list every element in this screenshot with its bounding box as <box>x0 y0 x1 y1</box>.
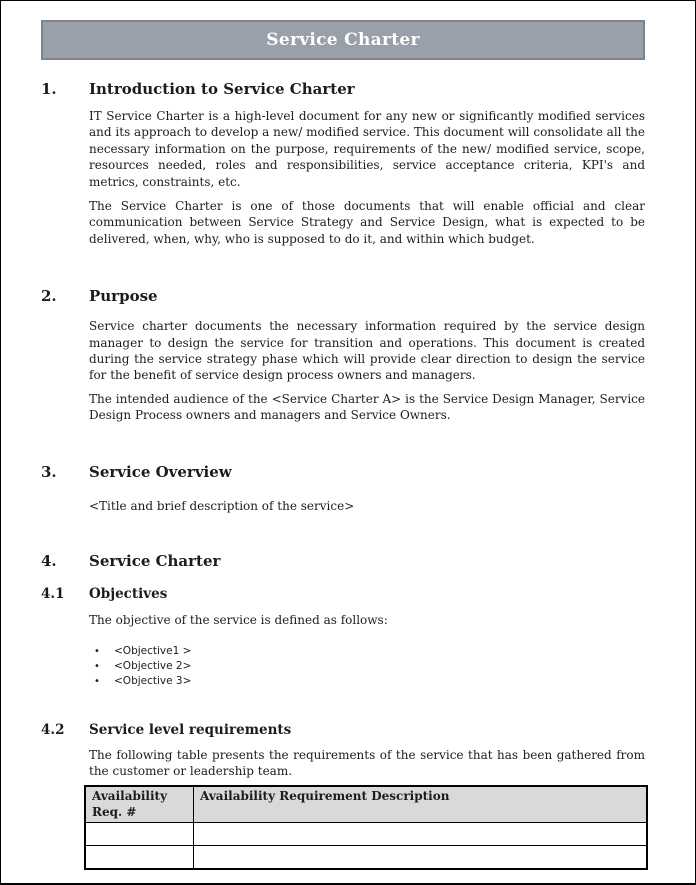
subsection-4-2-number: 4.2 <box>41 721 65 738</box>
table-cell <box>85 823 194 846</box>
section-2-title: Purpose <box>89 287 158 306</box>
objective-placeholder: <Objective 2> <box>114 659 192 672</box>
list-item <box>89 659 643 674</box>
subsection-4-2-title: Service level requirements <box>89 721 292 738</box>
section-1-heading <box>41 80 643 98</box>
table-row <box>85 823 647 846</box>
requirements-intro: The following table presents the requirements of the service that has been gathered from the customer or leadership team. <box>89 747 645 778</box>
service-description-placeholder: <Title and brief description of the service> <box>89 498 355 513</box>
table-header-row <box>85 786 647 823</box>
section-3-number: 3. <box>41 462 57 481</box>
availability-requirements-table <box>84 785 648 870</box>
section-2-paragraph: The intended audience of the <Service Charter A> is the Service Design Manager, Service Design Process owners and managers and Service Owners. <box>89 391 645 423</box>
table-cell <box>194 823 648 846</box>
table-row <box>85 846 647 870</box>
document-title: Service Charter <box>266 30 420 50</box>
section-2-paragraph: Service charter documents the necessary information required by the service design manager to design the service for transition and operations. This document is created during the service strategy phase which will provide clear direction to design the service for the benefit of service design process owners and managers. <box>89 319 645 383</box>
section-2-heading <box>41 287 643 305</box>
section-2-number: 2. <box>41 287 57 306</box>
objective-placeholder: <Objective 3> <box>114 674 192 687</box>
subsection-4-1-number: 4.1 <box>41 586 65 603</box>
objective-placeholder: <Objective1 > <box>114 644 192 657</box>
table-cell <box>194 846 648 870</box>
bullet-icon: • <box>94 660 100 672</box>
list-item <box>89 674 643 689</box>
column-header-availability-req: Availability Req. # <box>85 786 194 823</box>
section-1-paragraph: The Service Charter is one of those documents that will enable official and clear communication between Service Strategy and Service Design, what is expected to be delivered, when, why, who is supposed to do it, and within which budget. <box>89 199 645 246</box>
list-item <box>89 644 643 659</box>
section-4-heading <box>41 552 643 570</box>
section-3-title: Service Overview <box>89 462 232 481</box>
section-1-title: Introduction to Service Charter <box>89 80 355 98</box>
column-header-requirement-description: Availability Requirement Description <box>194 786 648 823</box>
bullet-icon: • <box>94 645 100 657</box>
subsection-4-1-title: Objectives <box>89 586 168 603</box>
objectives-list <box>89 644 643 689</box>
section-4-title: Service Charter <box>89 552 221 571</box>
subsection-4-2-heading <box>41 722 643 739</box>
bullet-icon: • <box>94 675 100 687</box>
subsection-4-1-heading <box>41 586 643 603</box>
objectives-intro: The objective of the service is defined as follows: <box>89 613 388 628</box>
section-3-heading <box>41 463 643 481</box>
section-1-number: 1. <box>41 80 57 98</box>
section-4-number: 4. <box>41 552 57 571</box>
title-banner <box>41 20 645 60</box>
table-cell <box>85 846 194 870</box>
section-1-paragraph: IT Service Charter is a high-level document for any new or significantly modified services and its approach to develop a new/ modified service. This document will consolidate all the necessary information on the purpose, requirements of the new/ modified service, scope, resources needed, roles and responsibilities, service acceptance criteria, KPI's and metrics, constraints, etc. <box>89 109 645 189</box>
